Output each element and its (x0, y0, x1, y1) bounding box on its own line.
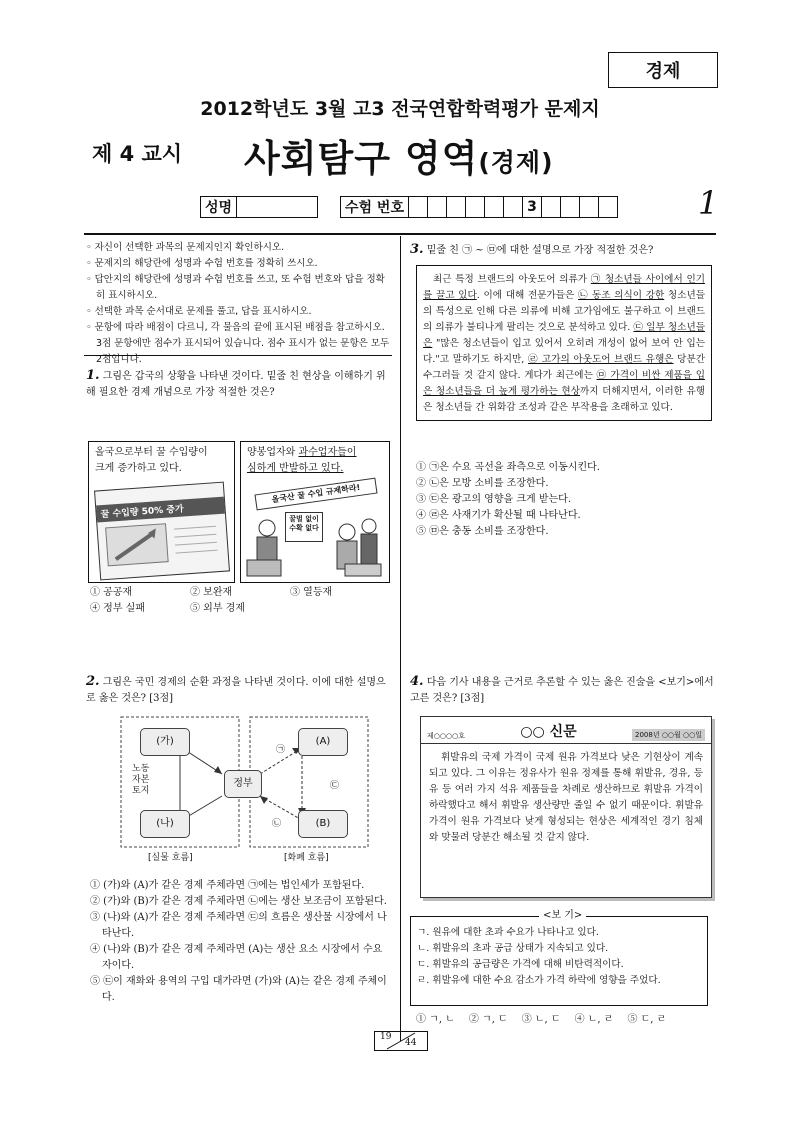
subject-box (608, 52, 718, 88)
q2-stem-text: 그림은 국민 경제의 순환 과정을 나타낸 것이다. 이에 대한 설명으로 옳은 것은? [3점] (86, 677, 386, 704)
mark-3: ㉡ (272, 819, 282, 829)
q1-option[interactable]: ③ 열등재 (290, 587, 333, 598)
exam-number-cell[interactable] (599, 196, 618, 218)
exam-number-cell[interactable] (447, 196, 466, 218)
exam-number-cell[interactable] (504, 196, 523, 218)
q3-option[interactable]: ④ ㉣은 사재기가 확산될 때 나타난다. (416, 510, 581, 521)
exam-number-cell[interactable] (466, 196, 485, 218)
q1-right-caption-line (247, 445, 389, 461)
q4-number: 4. (410, 674, 424, 689)
newspaper-illustration (94, 482, 230, 581)
q1-options (90, 585, 390, 617)
q1-left-caption (95, 445, 234, 477)
page-indicator (374, 1031, 428, 1051)
q1-right-caption (247, 445, 389, 477)
exam-number-label: 수험 번호 (340, 196, 409, 218)
protesters-illustration (245, 504, 385, 578)
q4-newspaper (420, 716, 712, 898)
exam-number-cell[interactable] (409, 196, 428, 218)
passage-text: "많은 청소년들이 입고 있어서 오히려 개성이 없어 보여 안 입는다."고 말하기도 하지만, (423, 338, 705, 365)
q2-number: 2. (86, 674, 100, 689)
q1-option[interactable]: ① 공공재 (90, 587, 133, 598)
exam-number-cell[interactable] (485, 196, 504, 218)
passage-text: 까지 더해지면서, 이러한 유행은 청소년들 간 위화감 조성과 같은 부작용을 초래하고 있다. (423, 386, 705, 413)
exam-number-field[interactable] (340, 196, 618, 218)
instruction-item: ◦ 선택한 과목 순서대로 문제를 풀고, 답을 표시하시오. (86, 306, 312, 317)
factor-label: 노동 (132, 764, 150, 774)
newspaper-name: ○○ 신문 (520, 724, 577, 740)
exam-number-cell[interactable] (542, 196, 561, 218)
q1-panel-left (88, 441, 235, 583)
instruction-item: ◦ 문항에 따라 배점이 다르니, 각 물음의 끝에 표시된 배점을 참고하시오. 3점 문항에만 점수가 표시되어 있습니다. 점수 표시가 없는 문항은 모두 2점입니다. (86, 322, 390, 365)
q4-options (416, 1012, 666, 1028)
q2-option[interactable]: ① (가)와 (A)가 같은 경제 주체라면 ㉠에는 법인세가 포함된다. (90, 880, 365, 891)
area-title (244, 128, 554, 182)
passage-underline: ㉣ 고가의 아웃도어 브랜드 유행은 (528, 354, 674, 365)
node-B: (B) (298, 810, 348, 838)
q3-number: 3. (410, 242, 424, 257)
instruction-rule (84, 355, 392, 356)
q1-option[interactable]: ⑤ 외부 경제 (190, 603, 245, 614)
q1-right-caption-plain: 양봉업자와 (247, 447, 299, 458)
q1-panel-right (240, 441, 390, 583)
q3-passage (416, 265, 712, 421)
bogi-item: ㄹ. 휘발유에 대한 수요 감소가 가격 하락에 영향을 주었다. (417, 975, 661, 986)
newspaper-date: 2008년 ○○월 ○○일 (632, 729, 705, 741)
name-label: 성명 (200, 196, 237, 218)
passage-underline: ㉡ 동조 의식이 강한 (578, 290, 665, 301)
exam-number-cell[interactable] (561, 196, 580, 218)
q3-option[interactable]: ① ㉠은 수요 곡선을 좌측으로 이동시킨다. (416, 462, 600, 473)
bogi-item: ㄱ. 원유에 대한 초과 수요가 나타나고 있다. (417, 927, 599, 938)
instruction-item: ◦ 자신이 선택한 과목의 문제지인지 확인하시오. (86, 242, 285, 253)
q1-right-caption-underlined: 심하게 반발하고 있다. (247, 463, 344, 474)
node-ga: (가) (140, 728, 190, 756)
passage-text: 당분간 수그러들 것 같지 않다. 게다가 최근에는 (423, 354, 705, 381)
header-rule (84, 233, 716, 235)
factor-label: 토지 (132, 786, 150, 796)
mark-1: ㉠ (276, 745, 286, 755)
q1-left-caption-line: 크게 증가하고 있다. (95, 463, 182, 474)
factor-label: 자본 (132, 775, 150, 785)
node-na: (나) (140, 810, 190, 838)
passage-text: . 이에 대해 전문가들은 (476, 290, 579, 301)
q1-right-caption-underlined: 과수업자들이 (298, 447, 357, 458)
exam-title: 2012학년도 3월 고3 전국연합학력평가 문제지 (200, 98, 600, 120)
q4-option[interactable]: ② ㄱ, ㄷ (468, 1014, 508, 1025)
q1-number: 1. (86, 368, 100, 383)
real-flow-label: [실물 흐름] (148, 853, 193, 863)
q2-stem (86, 674, 394, 707)
q3-stem-text: 밑줄 친 ㉠ ~ ㉤에 대한 설명으로 가장 적절한 것은? (426, 245, 654, 256)
period-label: 제 4 교시 (92, 142, 183, 166)
bogi-item: ㄷ. 휘발유의 공급량은 가격에 대해 비탄력적이다. (417, 959, 624, 970)
factor-labels (132, 764, 149, 797)
node-A: (A) (298, 728, 348, 756)
newspaper-headline: 꿀 수입량 50% 증가 (96, 497, 225, 523)
bogi-title: <보 기> (539, 908, 586, 924)
total-pages: 44 (405, 1038, 417, 1048)
q2-option[interactable]: ⑤ ㉢이 재화와 용역의 구입 대가라면 (가)와 (A)는 같은 경제 주체이다. (90, 976, 387, 1003)
instruction-item: ◦ 문제지의 해당란에 성명과 수험 번호를 정확히 쓰시오. (86, 258, 318, 269)
instructions (86, 240, 391, 368)
q4-option[interactable]: ④ ㄴ, ㄹ (574, 1014, 614, 1025)
exam-number-cell[interactable] (428, 196, 447, 218)
q2-option[interactable]: ② (가)와 (B)가 같은 경제 주체라면 ㉡에는 생산 보조금이 포함된다. (90, 896, 387, 907)
passage-underline: ㉤ 가격이 비싼 제품을 입은 청소년들을 더 높게 평가하는 현상 (423, 370, 705, 397)
passage-underline: ㉠ 청소년들 사이에서 인기를 끌고 있다 (423, 274, 706, 301)
q1-stem (86, 368, 392, 401)
name-field[interactable] (200, 196, 318, 218)
q4-option[interactable]: ⑤ ㄷ, ㄹ (627, 1014, 667, 1025)
instruction-item: ◦ 답안지의 해당란에 성명과 수험 번호를 쓰고, 또 수험 번호와 답을 정확히 표시하시오. (86, 274, 385, 301)
q2-options (90, 878, 390, 1006)
q2-option[interactable]: ④ (나)와 (B)가 같은 경제 주체라면 (A)는 생산 요소 시장에서 수요자이다. (90, 944, 383, 971)
q4-stem-text: 다음 기사 내용을 근거로 추론할 수 있는 옳은 진술을 <보기>에서 고른 것은? [3점] (410, 677, 714, 704)
passage-text: 청소년들의 특성으로 인해 다른 의류에 비해 고가임에도 불구하고 이 브랜드의 의류가 불티나게 팔리는 것으로 분석하고 있다. (423, 290, 706, 333)
newspaper-masthead (421, 717, 711, 744)
subject-label: 경제 (645, 61, 681, 82)
column-divider (400, 236, 401, 1041)
passage-underline: ㉢ 일부 청소년들은 (423, 322, 705, 349)
q2-circulation-diagram (120, 716, 370, 864)
page-number: 1 (698, 184, 719, 222)
newspaper-issue: 제○○○○호 (427, 732, 465, 740)
exam-number-cell[interactable] (580, 196, 599, 218)
bogi-item: ㄴ. 휘발유의 초과 공급 상태가 지속되고 있다. (417, 943, 609, 954)
passage-text: 최근 특정 브랜드의 아웃도어 의류가 (433, 274, 591, 285)
q4-stem (410, 674, 716, 707)
q3-option[interactable]: ② ㉡은 모방 소비를 조장한다. (416, 478, 549, 489)
q3-option[interactable]: ③ ㉢은 광고의 영향을 크게 받는다. (416, 494, 571, 505)
newspaper-body: 휘발유의 국제 가격이 국제 원유 가격보다 낮은 기현상이 계속되고 있다. 그 이유는 정유사가 원유 정제를 통해 휘발유, 경유, 등유 등 여러 가지 석유 제품들을 차례로 생산하므로 휘발유 가격이 하락했다고 해서 휘발유 생산량만 줄일 수 없기 때문이다. 휘발유 가격이 원유 가격보다 낮게 형성되는 현상은 세계적인 경기 침체와 맞물려 당분간 해소될 것 같지 않다. (429, 752, 703, 843)
area-title-main: 사회탐구 영역 (244, 137, 479, 180)
q2-option[interactable]: ③ (나)와 (A)가 같은 경제 주체라면 ㉢의 흐름은 생산물 시장에서 나타난다. (90, 912, 387, 939)
q1-stem-text: 그림은 갑국의 상황을 나타낸 것이다. 밑줄 친 현상을 이해하기 위해 필요한 경제 개념으로 가장 적절한 것은? (86, 371, 386, 398)
area-title-sub: (경제) (478, 148, 554, 177)
protest-sign: 꿀벌 없이 수확 없다 (285, 512, 323, 542)
q4-option[interactable]: ③ ㄴ, ㄷ (521, 1014, 561, 1025)
q4-bogi-box (410, 910, 708, 1006)
exam-number-fixed-digit: 3 (523, 196, 542, 218)
protest-banner: 올국산 꿀 수입 규제하라! (254, 478, 377, 511)
mark-2: ㉢ (330, 781, 340, 791)
money-flow-label: [화폐 흐름] (284, 853, 329, 863)
rising-arrow-icon (97, 514, 228, 573)
q3-stem (410, 242, 716, 259)
name-input[interactable] (237, 196, 318, 218)
node-government: 정부 (224, 770, 262, 798)
q3-options (416, 460, 706, 540)
q3-option[interactable]: ⑤ ㉤은 충동 소비를 조장한다. (416, 526, 549, 537)
q1-option[interactable]: ④ 정부 실패 (90, 603, 145, 614)
current-page: 19 (380, 1032, 392, 1042)
q1-left-caption-line: 올국으로부터 꿀 수입량이 (95, 447, 208, 458)
q1-option[interactable]: ② 보완재 (190, 587, 233, 598)
q4-option[interactable]: ① ㄱ, ㄴ (416, 1014, 455, 1025)
